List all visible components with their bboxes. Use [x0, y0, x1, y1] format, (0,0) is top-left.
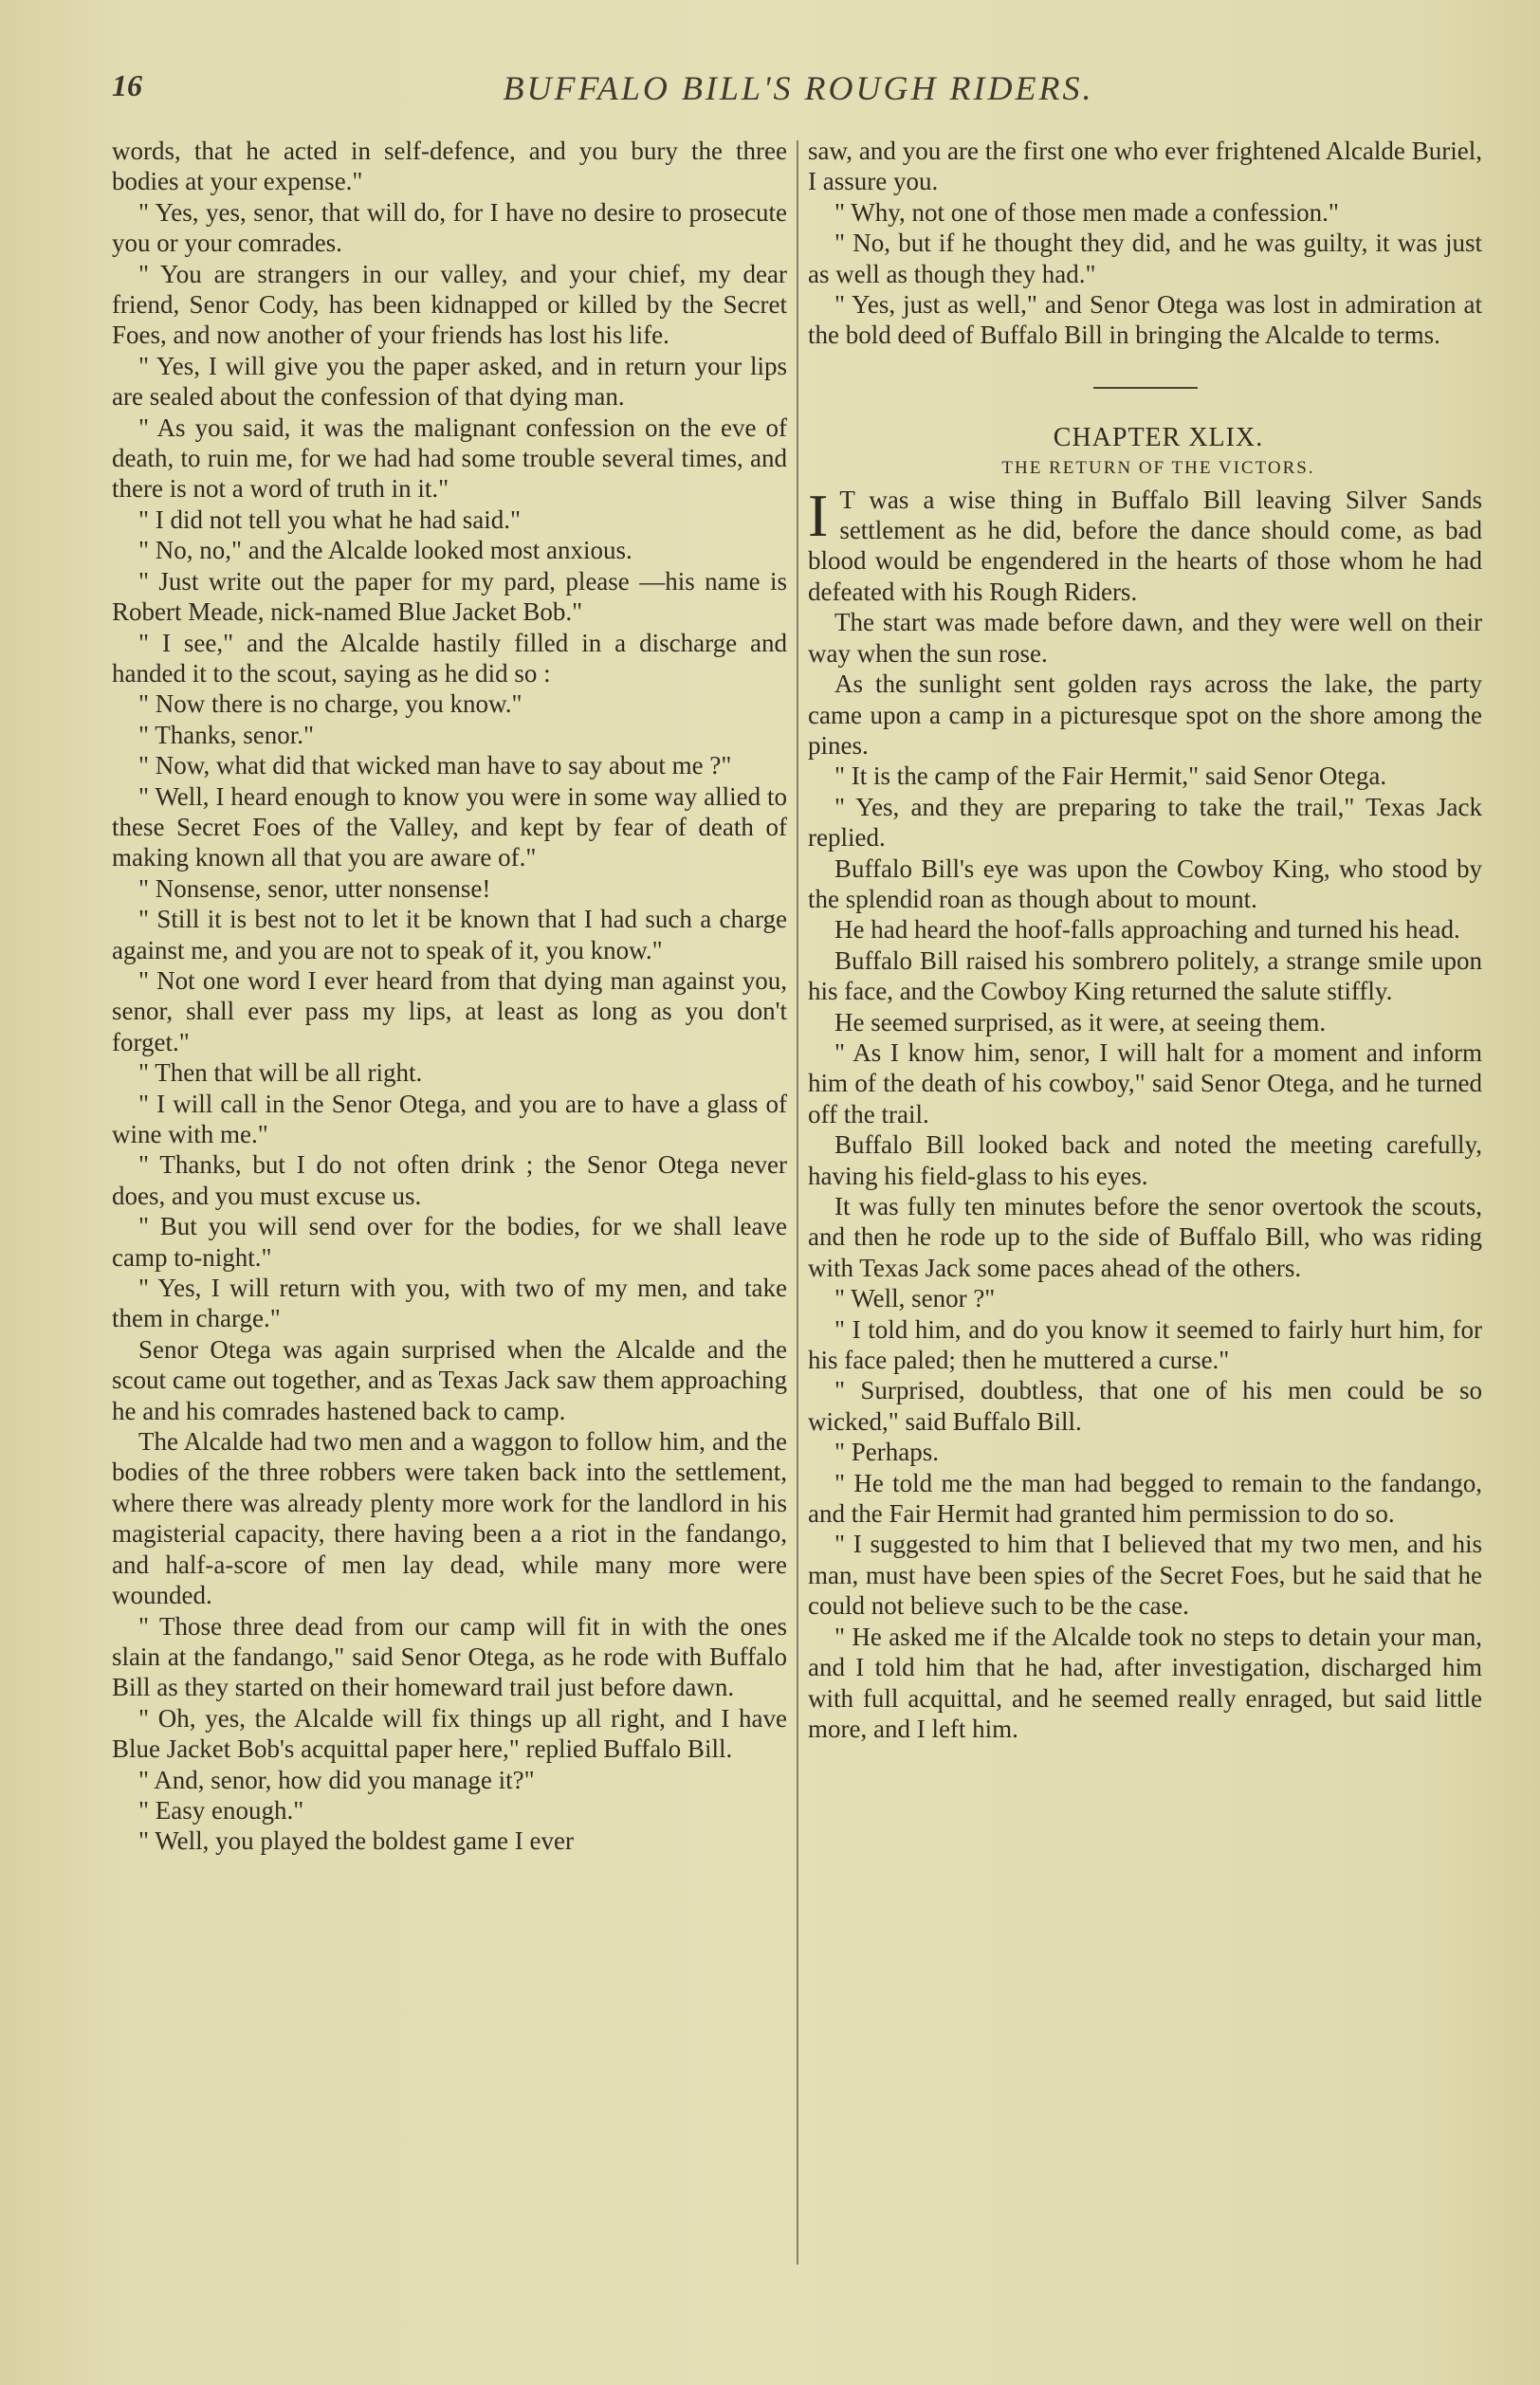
paragraph: " Surprised, doubtless, that one of his men could be so wicked," said Buffalo Bill.	[808, 1376, 1482, 1436]
paragraph: It was fully ten minutes before the senor overtook the scouts, and then he rode up to the side of Buffalo Bill, who was riding with Texas Jack some paces ahead of the others.	[808, 1192, 1482, 1282]
paragraph: " And, senor, how did you manage it?"	[138, 1765, 535, 1794]
paragraph: " I will call in the Senor Otega, and you are to have a glass of wine with me."	[112, 1089, 787, 1148]
chapter-title: CHAPTER XLIX.	[1053, 422, 1264, 452]
paragraph: The start was made before dawn, and they were well on their way when the sun rose.	[808, 608, 1482, 668]
paragraph: " Perhaps.	[834, 1438, 940, 1467]
running-title: BUFFALO BILL'S ROUGH RIDERS.	[503, 69, 1094, 107]
paragraph: As the sunlight sent golden rays across the lake, the party came upon a camp in a picturesque spot on the shore among the pines.	[808, 670, 1482, 760]
paragraph: " Now there is no charge, you know."	[138, 689, 522, 719]
paragraph: " No, but if he thought they did, and he was guilty, it was just as well as though they had."	[808, 229, 1482, 288]
paragraph: He had heard the hoof-falls approaching and turned his head.	[834, 915, 1460, 945]
paragraph: " Why, not one of those men made a confession."	[834, 197, 1339, 227]
paragraph: " Nonsense, senor, utter nonsense!	[138, 873, 491, 903]
paragraph: words, that he acted in self-defence, and you bury the three bodies at your expense."	[112, 137, 787, 196]
paragraph: Buffalo Bill looked back and noted the meeting carefully, having his field-glass to his eyes.	[808, 1130, 1482, 1190]
paragraph: " Yes, I will return with you, with two of my men, and take them in charge."	[112, 1274, 787, 1333]
column-divider	[797, 140, 798, 2265]
paragraph: Buffalo Bill's eye was upon the Cowboy King, who stood by the splendid roan as though about to mount.	[808, 853, 1482, 913]
paragraph: " But you will send over for the bodies, for we shall leave camp to-night."	[112, 1212, 787, 1272]
paragraph: " Thanks, but I do not often drink ; the Senor Otega never does, and you must excuse us.	[112, 1150, 787, 1210]
paragraph: " Not one word I ever heard from that dying man against you, senor, shall ever pass my lips, at least as long as you don't forget."	[112, 965, 787, 1056]
chapter-opening-paragraph	[808, 481, 1482, 608]
paragraph: He seemed surprised, as it were, at seeing them.	[834, 1007, 1327, 1037]
paragraph: " I told him, and do you know it seemed to fairly hurt him, for his face paled; then he muttered a curse."	[808, 1314, 1482, 1375]
right-column	[808, 136, 1482, 1744]
paragraph: " Oh, yes, the Alcalde will fix things up all right, and I have Blue Jacket Bob's acquittal paper here," replied Buffalo Bill.	[112, 1703, 787, 1764]
paragraph: " Just write out the paper for my pard, please —his name is Robert Meade, nick-named Blue Jacket Bob."	[112, 566, 787, 627]
paragraph: " He told me the man had begged to remain to the fandango, and the Fair Hermit had granted him permission to do so.	[808, 1468, 1482, 1529]
paragraph: " Now, what did that wicked man have to say about me ?"	[138, 751, 732, 780]
paragraph: " Easy enough."	[138, 1795, 304, 1825]
paragraph: " Well, senor ?"	[834, 1284, 996, 1313]
paragraph: " Yes, I will give you the paper asked, and in return your lips are sealed about the confession of that dying man.	[112, 351, 787, 412]
paragraph: " I suggested to him that I believed that my two men, and his man, must have been spies of the Secret Foes, but he said that he could not believe such to be the case.	[808, 1530, 1482, 1621]
chapter-subtitle: THE RETURN OF THE VICTORS.	[1001, 458, 1315, 479]
paragraph: Buffalo Bill raised his sombrero politely, a strange smile upon his face, and the Cowboy King returned the salute stiffly.	[808, 945, 1482, 1006]
paragraph: " No, no," and the Alcalde looked most anxious.	[138, 536, 632, 565]
paragraph: The Alcalde had two men and a waggon to follow him, and the bodies of the three robbers were taken back into the settlement, where there was already plenty more work for the landlord in his magisterial capacity, there having been a a riot in the fandango, and half-a-score of men lay dead, while many more were wounded.	[112, 1427, 787, 1610]
section-rule	[1093, 387, 1198, 389]
paragraph: " Yes, yes, senor, that will do, for I have no desire to prosecute you or your comrades.	[112, 197, 787, 258]
paragraph: " I did not tell you what he had said."	[138, 505, 521, 534]
paragraph: " As I know him, senor, I will halt for a moment and inform him of the death of his cowboy," said Senor Otega, and he turned off the trail.	[808, 1037, 1482, 1128]
paragraph: saw, and you are the first one who ever frightened Alcalde Buriel, I assure you.	[808, 137, 1482, 196]
paragraph: " Those three dead from our camp will fit in with the ones slain at the fandango," said Senor Otega, as he rode with Buffalo Bill as they started on their homeward trail just before dawn.	[112, 1611, 787, 1702]
page-header	[112, 68, 1485, 116]
paragraph: Senor Otega was again surprised when the Alcalde and the scout came out together, and as Texas Jack saw them approaching he and his comrades hastened back to camp.	[112, 1334, 787, 1425]
opening-text: T was a wise thing in Buffalo Bill leaving Silver Sands settlement as he did, before the dance should come, as bad blood would be engendered in the hearts of those whom he had defeated with his Rough Riders.	[808, 485, 1482, 606]
page-number: 16	[112, 68, 142, 102]
paragraph: " Then that will be all right.	[138, 1058, 423, 1088]
paragraph: " Yes, and they are preparing to take the trail," Texas Jack replied.	[808, 792, 1482, 853]
paragraph: " He asked me if the Alcalde took no steps to detain your man, and I told him that he had, after investigation, discharged him with full acquittal, and he seemed really enraged, but said little more, and I left him.	[808, 1622, 1482, 1743]
paragraph: " Well, I heard enough to know you were in some way allied to these Secret Foes of the Valley, and kept by fear of death of making known all that you are aware of."	[112, 781, 787, 872]
paragraph: " Thanks, senor."	[138, 720, 315, 749]
paragraph: " Still it is best not to let it be known that I had such a charge against me, and you are not to speak of it, you know."	[112, 905, 787, 964]
paragraph: " Yes, just as well," and Senor Otega was lost in admiration at the bold deed of Buffalo Bill in bringing the Alcalde to terms.	[808, 290, 1482, 350]
paragraph: " As you said, it was the malignant confession on the eve of death, to ruin me, for we had had some trouble several times, and there is not a word of truth in it."	[112, 413, 787, 504]
paragraph: " I see," and the Alcalde hastily filled in a discharge and handed it to the scout, saying as he did so :	[112, 628, 787, 688]
paragraph: " Well, you played the boldest game I ever	[138, 1826, 574, 1856]
left-column	[112, 136, 787, 1857]
drop-cap: I	[808, 481, 829, 549]
paragraph: " It is the camp of the Fair Hermit," said Senor Otega.	[834, 761, 1387, 791]
paragraph: " You are strangers in our valley, and your chief, my dear friend, Senor Cody, has been kidnapped or killed by the Secret Foes, and now another of your friends has lost his life.	[112, 259, 787, 350]
